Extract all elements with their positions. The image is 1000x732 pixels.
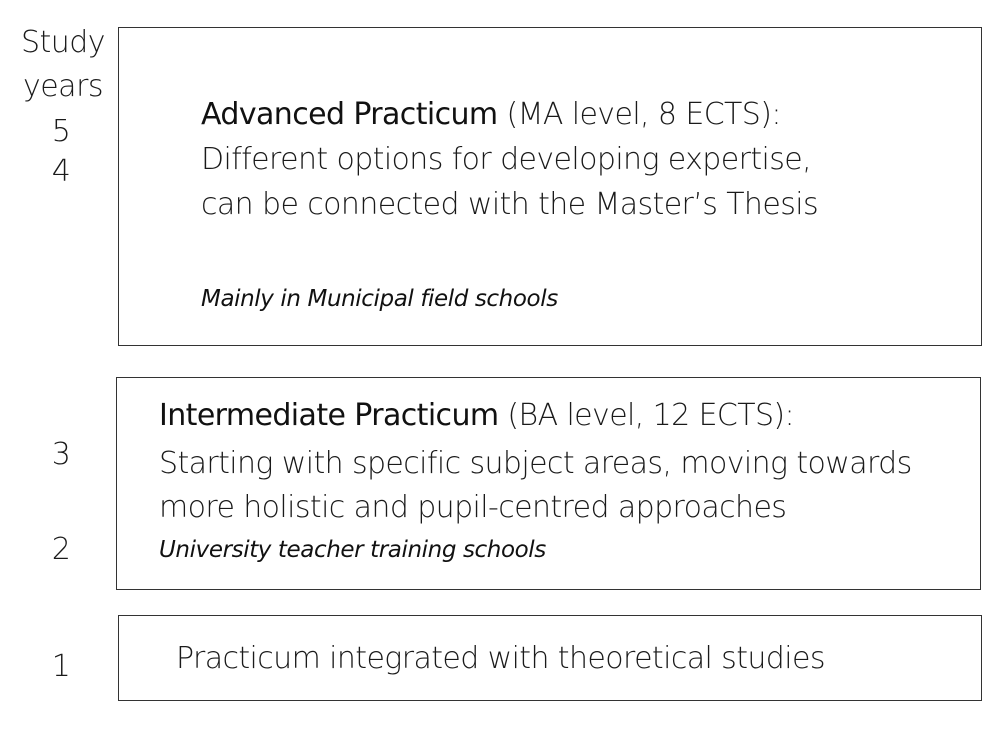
basic-practicum-description: Practicum integrated with theoretical studies [176, 641, 825, 676]
advanced-practicum-description-line2: can be connected with the Master’s Thesis [201, 187, 818, 222]
intermediate-practicum-level: (BA level, 12 ECTS): [498, 398, 795, 433]
advanced-practicum-title: Advanced Practicum [201, 97, 498, 132]
axis-label-study: Study [20, 25, 106, 60]
intermediate-practicum-description-line2: more holistic and pupil-centred approaches [159, 490, 787, 525]
year-1: 1 [51, 649, 71, 684]
year-3: 3 [51, 437, 71, 472]
intermediate-practicum-title: Intermediate Practicum [159, 398, 499, 433]
intermediate-practicum-heading [159, 397, 794, 434]
intermediate-practicum-description-line1: Starting with specific subject areas, moving towards [159, 446, 912, 481]
year-4: 4 [51, 154, 71, 189]
advanced-practicum-level: (MA level, 8 ECTS): [497, 97, 781, 132]
advanced-practicum-location: Mainly in Municipal field schools [201, 286, 558, 312]
year-5: 5 [51, 114, 71, 149]
advanced-practicum-description-line1: Different options for developing expertise, [201, 142, 812, 177]
intermediate-practicum-location: University teacher training schools [159, 537, 546, 563]
year-2: 2 [51, 532, 71, 567]
advanced-practicum-heading [201, 96, 781, 133]
axis-label-years: years [22, 69, 104, 104]
